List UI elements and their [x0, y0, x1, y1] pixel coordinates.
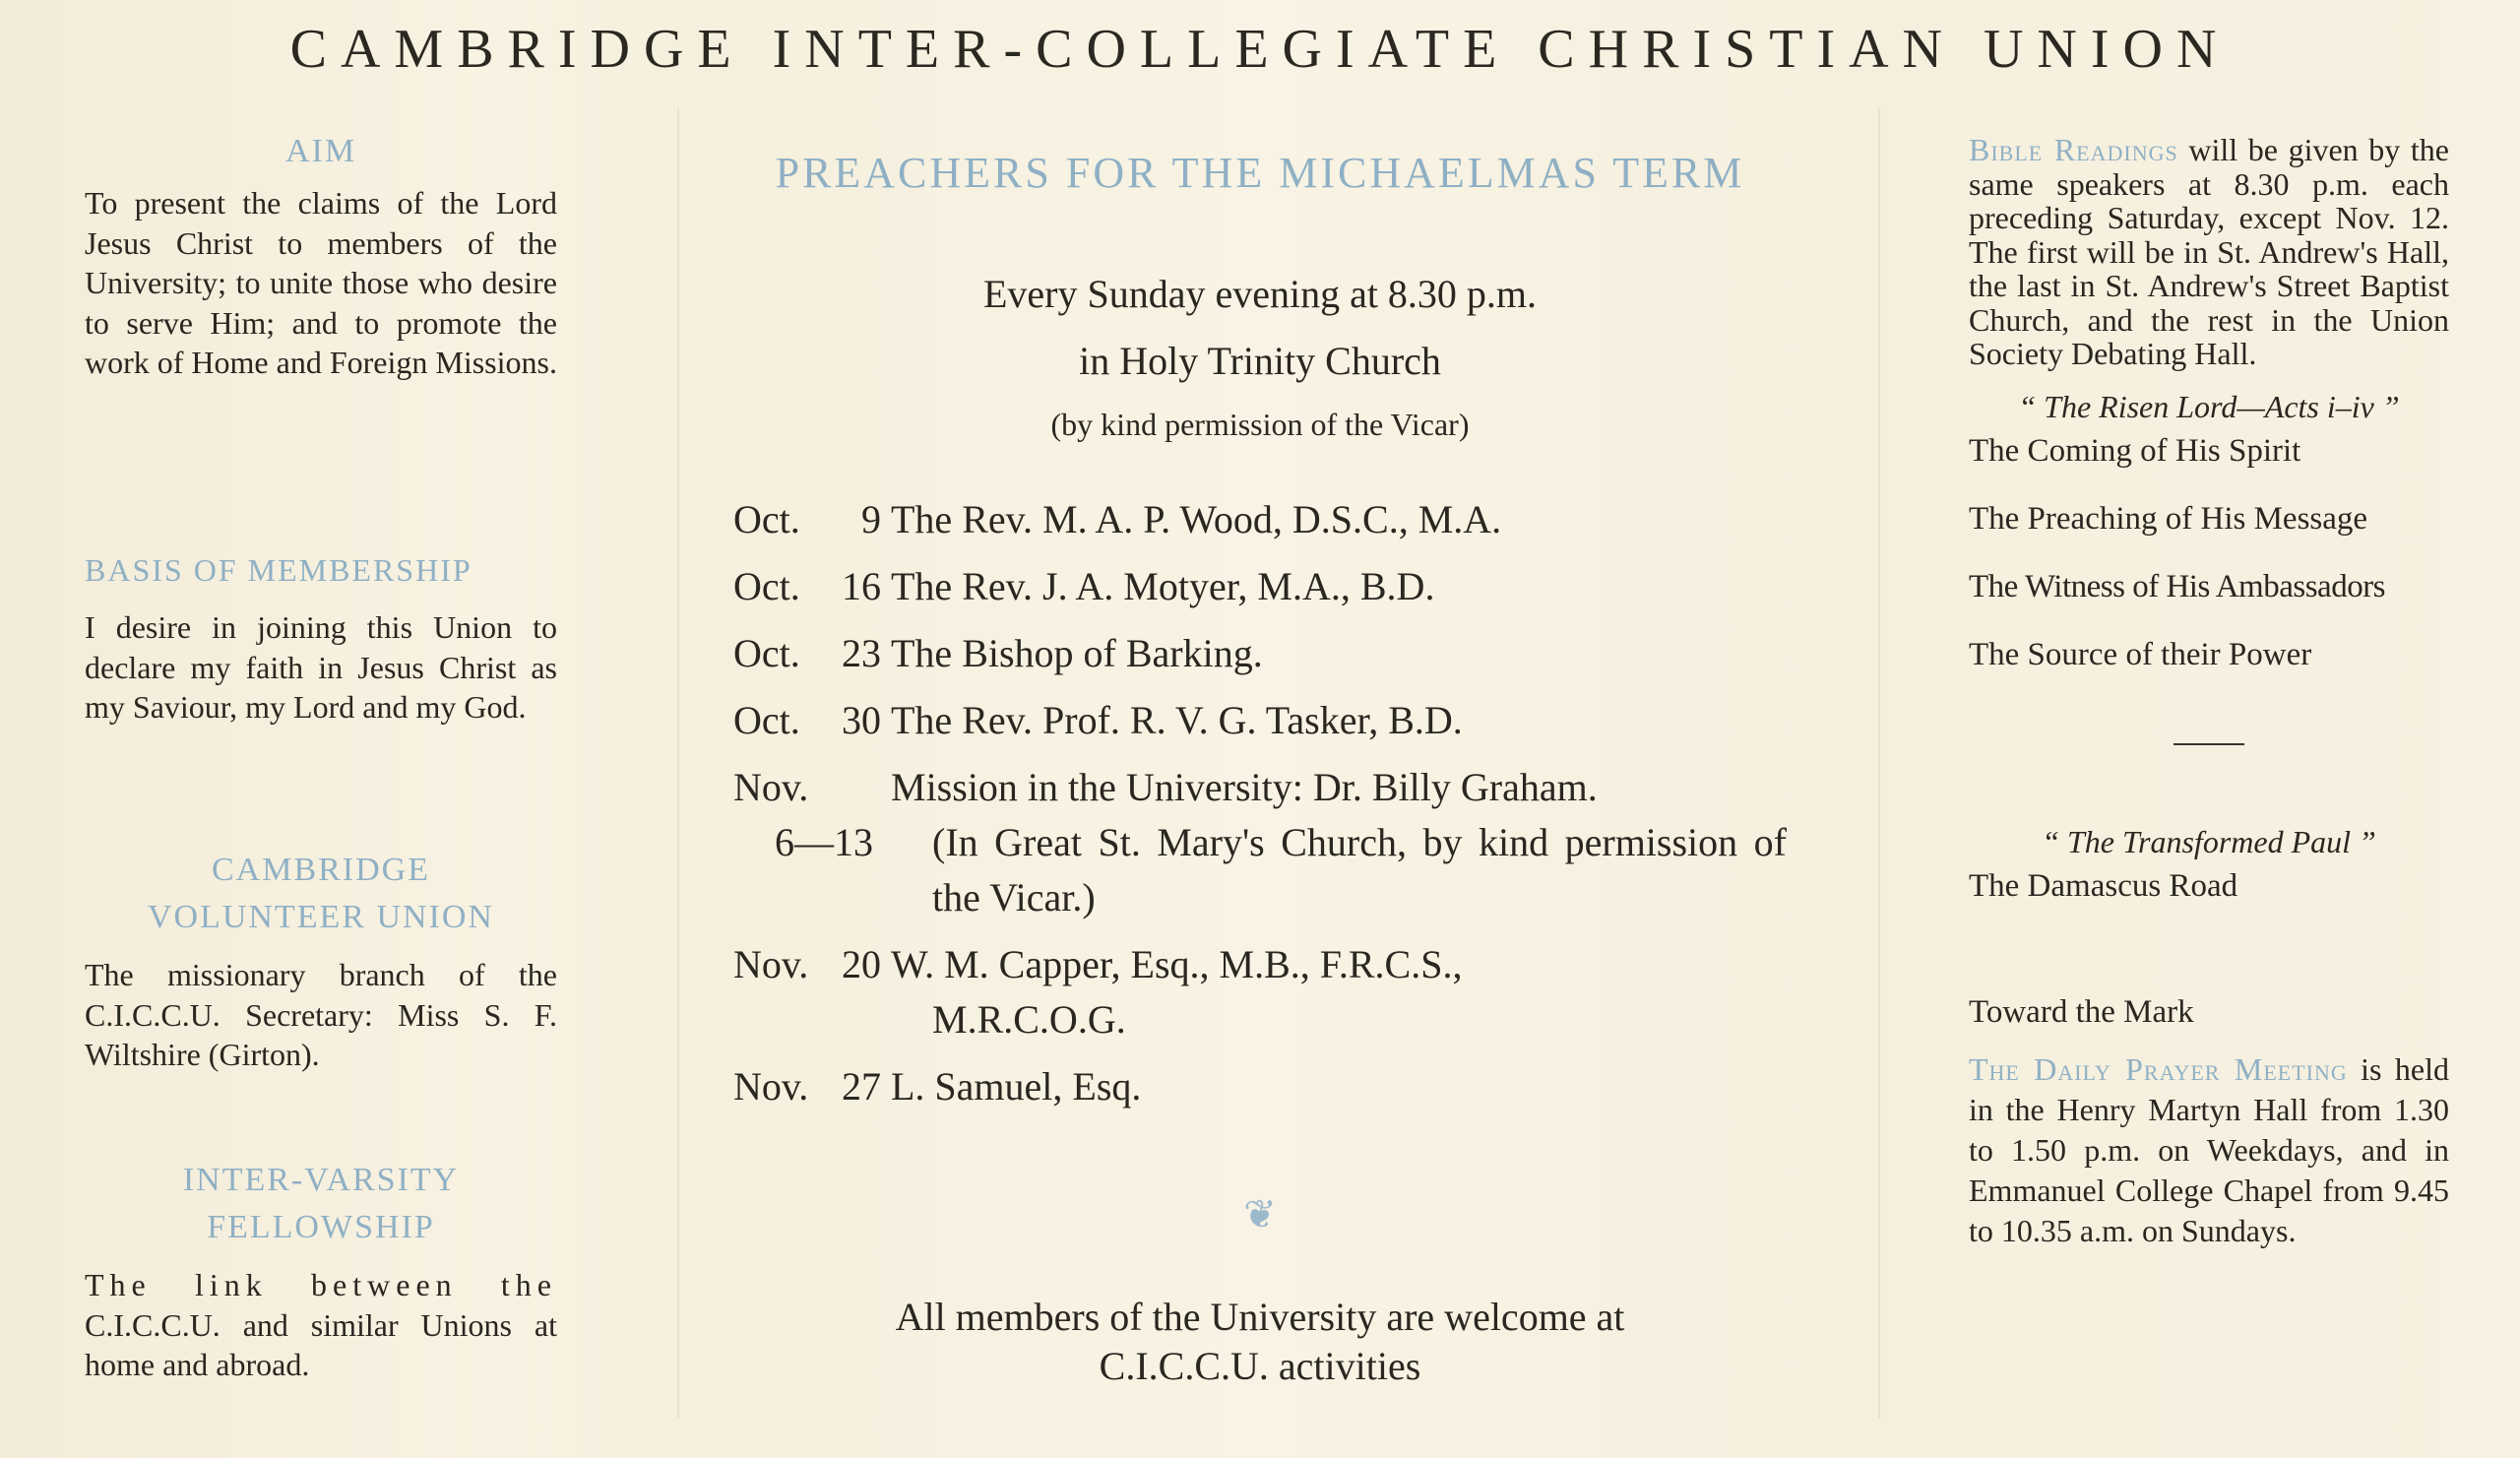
schedule-month: Nov. [733, 1064, 809, 1109]
schedule-month: Oct. [733, 497, 800, 541]
schedule-month: Oct. [733, 564, 800, 608]
schedule-month: Oct. [733, 698, 800, 742]
ivf-text [85, 1265, 557, 1385]
preachers-heading: PREACHERS FOR THE MICHAELMAS TERM [775, 149, 1745, 197]
schedule-day: 20 [842, 942, 881, 986]
schedule-preacher: The Rev. Prof. R. V. G. Tasker, B.D. [891, 698, 1463, 742]
series-topic: The Coming of His Spirit [1969, 432, 2301, 469]
cvu-text: The missionary branch of the C.I.C.C.U. Secretary: Miss S. F. Wiltshire (Girton). [85, 957, 557, 1072]
right-column [1969, 133, 2449, 1251]
series-topic: The Witness of His Ambassadors [1969, 568, 2386, 604]
cvu-section [85, 847, 557, 1075]
series-topic: Toward the Mark [1969, 993, 2194, 1030]
service-location: in Holy Trinity Church [1079, 339, 1441, 383]
aim-section [85, 128, 557, 383]
aim-text: To present the claims of the Lord Jesus Christ to members of the University; to unite those who desire to serve Him; and to promote the work of Home and Foreign Missions. [85, 185, 557, 380]
schedule-day: 9 [861, 497, 881, 541]
bible-readings-text [1969, 133, 2449, 371]
page-title: CAMBRIDGE INTER-COLLEGIATE CHRISTIAN UNION [289, 19, 2231, 80]
schedule-preacher: The Rev. M. A. P. Wood, D.S.C., M.A. [891, 497, 1502, 541]
schedule-date [733, 760, 891, 925]
cvu-heading-line1: CAMBRIDGE [211, 852, 431, 888]
schedule-day: 30 [842, 698, 881, 742]
basis-section [85, 546, 557, 728]
ivf-heading-line1: INTER-VARSITY [182, 1162, 460, 1198]
schedule-preacher-note: M.R.C.O.G. [932, 997, 1126, 1042]
aim-heading: AIM [284, 133, 357, 169]
schedule-preacher: The Rev. J. A. Motyer, M.A., B.D. [891, 564, 1435, 608]
series-risen-lord-title: “ The Risen Lord—Acts i–iv ” [2018, 388, 2400, 424]
schedule-day: 16 [842, 564, 881, 608]
series-topic: The Source of their Power [1969, 636, 2312, 672]
basis-heading: BASIS OF MEMBERSHIP [85, 552, 472, 588]
schedule-row [733, 626, 1787, 681]
schedule-preacher: L. Samuel, Esq. [891, 1064, 1142, 1109]
schedule-preacher-main: Mission in the University: Dr. Billy Graham. [891, 765, 1598, 809]
ivf-text-rest: C.I.C.C.U. and similar Unions at home and abroad. [85, 1306, 557, 1382]
bible-readings-body: will be given by the same speakers at 8.30 p.m. each preceding Saturday, except Nov. 12. The first will be in St. Andrew's Hall, the last in St. Andrew's Street Baptist Church, and the rest in the Union Society Debating Hall. [1969, 132, 2449, 371]
prayer-meeting-body: is held in the Henry Martyn Hall from 1.30 to 1.50 p.m. on Weekdays, and in Emmanuel College Chapel from 9.45 to 10.35 a.m. on Sundays. [1969, 1050, 2449, 1248]
welcome-line2: C.I.C.C.U. activities [1099, 1344, 1421, 1388]
series-topic: The Damascus Road [1969, 867, 2238, 904]
schedule-preacher: The Bishop of Barking. [891, 631, 1263, 675]
prayer-meeting-text [1969, 1049, 2449, 1251]
fold-line-right [1878, 108, 1880, 1418]
schedule-row [733, 760, 1787, 925]
schedule-month: Nov. [733, 942, 809, 986]
schedule-row [733, 1059, 1787, 1114]
service-permission: (by kind permission of the Vicar) [1050, 407, 1470, 442]
schedule-row [733, 937, 1787, 1047]
schedule-day: 6—13 [775, 820, 873, 864]
schedule-date [733, 559, 891, 614]
cvu-heading-line2: VOLUNTEER UNION [147, 899, 494, 935]
welcome-note [733, 1293, 1787, 1391]
schedule-month: Nov. [733, 765, 809, 809]
ivf-section [85, 1157, 557, 1385]
fleuron-ornament: ❦ [1243, 1192, 1277, 1236]
series-topic: The Preaching of His Message [1969, 500, 2368, 537]
preacher-schedule [733, 492, 1787, 1114]
schedule-preacher [891, 760, 1787, 925]
schedule-preacher [891, 937, 1787, 1047]
series-transformed-paul-title: “ The Transformed Paul ” [2042, 823, 2376, 859]
schedule-row [733, 492, 1787, 547]
service-info [733, 261, 1787, 454]
ivf-heading-line2: FELLOWSHIP [207, 1209, 435, 1245]
schedule-date [733, 492, 891, 547]
ivf-text-line1: The link between the [85, 1267, 557, 1302]
schedule-month: Oct. [733, 631, 800, 675]
basis-text: I desire in joining this Union to declare my faith in Jesus Christ as my Saviour, my Lord and my God. [85, 609, 557, 725]
welcome-line1: All members of the University are welcome at [895, 1295, 1625, 1339]
schedule-date [733, 937, 891, 1047]
prayer-meeting-heading: The Daily Prayer Meeting [1969, 1050, 2348, 1087]
schedule-date [733, 1059, 891, 1114]
schedule-row [733, 693, 1787, 748]
schedule-day: 27 [842, 1064, 881, 1109]
bible-readings-heading: Bible Readings [1969, 132, 2178, 167]
service-time: Every Sunday evening at 8.30 p.m. [982, 272, 1538, 316]
schedule-preacher-main: W. M. Capper, Esq., M.B., F.R.C.S., [891, 942, 1463, 986]
schedule-date [733, 626, 891, 681]
schedule-preacher-note: (In Great St. Mary's Church, by kind permission of the Vicar.) [932, 820, 1787, 919]
fold-line-left [677, 108, 679, 1418]
schedule-day: 23 [842, 631, 881, 675]
divider-rule [2174, 743, 2244, 745]
schedule-date [733, 693, 891, 748]
schedule-row [733, 559, 1787, 614]
